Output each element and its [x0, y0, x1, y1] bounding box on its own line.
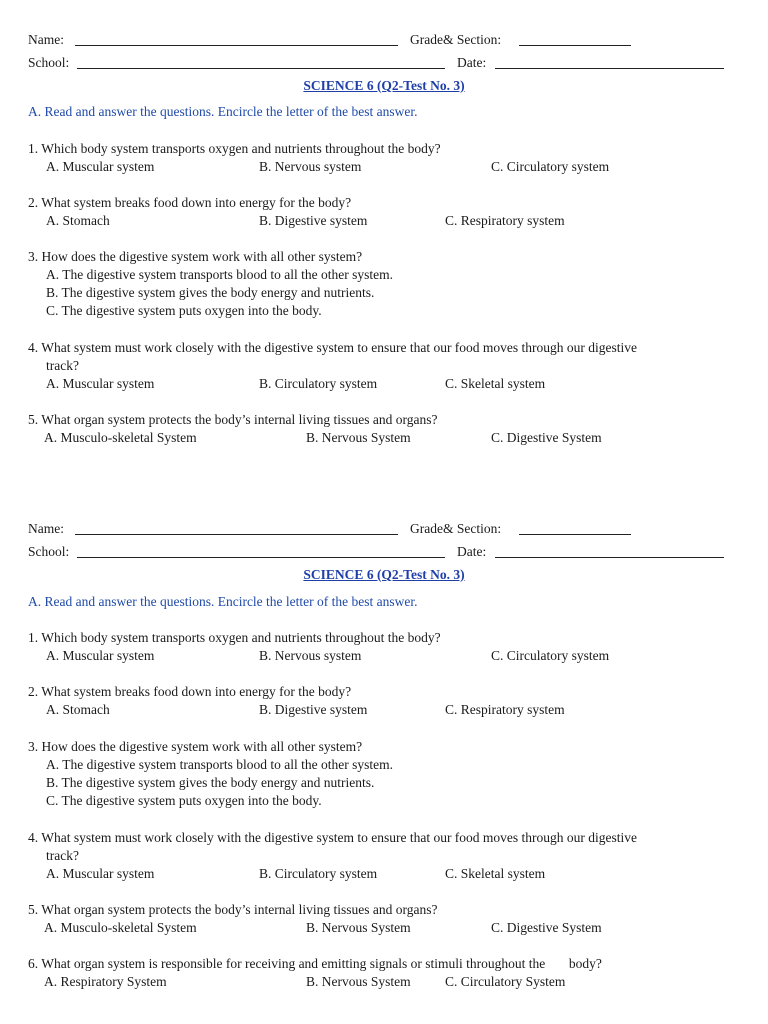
instruction-text: A. Read and answer the questions. Encircle the letter of the best answer. — [28, 594, 418, 609]
test-title: SCIENCE 6 (Q2-Test No. 3) — [303, 78, 465, 93]
grade-section-blank[interactable] — [519, 31, 631, 46]
option-1c[interactable]: C. Circulatory system — [491, 648, 610, 663]
option-5a[interactable]: A. Musculo-skeletal System — [44, 920, 197, 935]
question-6: 6. What organ system is responsible for receiving and emitting signals or stimuli throughout the body? — [28, 956, 602, 971]
option-3c[interactable]: C. The digestive system puts oxygen into the body. — [46, 303, 322, 318]
school-blank[interactable] — [77, 543, 445, 558]
option-4a[interactable]: A. Muscular system — [46, 866, 155, 881]
option-5b[interactable]: B. Nervous System — [306, 430, 411, 445]
option-2a[interactable]: A. Stomach — [46, 702, 110, 717]
option-2c[interactable]: C. Respiratory system — [445, 213, 565, 228]
school-label: School: — [28, 544, 70, 559]
name-label: Name: — [28, 521, 64, 536]
option-3a[interactable]: A. The digestive system transports blood to all the other system. — [46, 757, 393, 772]
name-blank[interactable] — [75, 31, 398, 46]
option-3a[interactable]: A. The digestive system transports blood to all the other system. — [46, 267, 393, 282]
question-1: 1. Which body system transports oxygen and nutrients throughout the body? — [28, 630, 441, 645]
name-label: Name: — [28, 32, 64, 47]
option-5a[interactable]: A. Musculo-skeletal System — [44, 430, 197, 445]
option-6c[interactable]: C. Circulatory System — [445, 974, 566, 989]
option-5b[interactable]: B. Nervous System — [306, 920, 411, 935]
question-2: 2. What system breaks food down into energy for the body? — [28, 684, 352, 699]
option-1a[interactable]: A. Muscular system — [46, 648, 155, 663]
option-3c[interactable]: C. The digestive system puts oxygen into the body. — [46, 793, 322, 808]
date-label: Date: — [457, 55, 487, 70]
grade-section-label: Grade& Section: — [410, 32, 502, 47]
question-3: 3. How does the digestive system work with all other system? — [28, 739, 363, 754]
option-2b[interactable]: B. Digestive system — [259, 213, 368, 228]
option-3b[interactable]: B. The digestive system gives the body energy and nutrients. — [46, 775, 375, 790]
option-5c[interactable]: C. Digestive System — [491, 430, 602, 445]
option-4b[interactable]: B. Circulatory system — [259, 376, 378, 391]
question-4: 4. What system must work closely with the digestive system to ensure that our food moves through our digestive — [28, 830, 638, 845]
grade-section-blank[interactable] — [519, 520, 631, 535]
date-blank[interactable] — [495, 54, 724, 69]
question-5: 5. What organ system protects the body’s internal living tissues and organs? — [28, 902, 438, 917]
option-2b[interactable]: B. Digestive system — [259, 702, 368, 717]
question-4-continued: track? — [46, 848, 79, 863]
option-3b[interactable]: B. The digestive system gives the body energy and nutrients. — [46, 285, 375, 300]
option-1b[interactable]: B. Nervous system — [259, 159, 362, 174]
date-blank[interactable] — [495, 543, 724, 558]
date-label: Date: — [457, 544, 487, 559]
question-2: 2. What system breaks food down into energy for the body? — [28, 195, 352, 210]
question-1: 1. Which body system transports oxygen and nutrients throughout the body? — [28, 141, 441, 156]
school-blank[interactable] — [77, 54, 445, 69]
question-4-continued: track? — [46, 358, 79, 373]
name-blank[interactable] — [75, 520, 398, 535]
option-1c[interactable]: C. Circulatory system — [491, 159, 610, 174]
instruction-text: A. Read and answer the questions. Encircle the letter of the best answer. — [28, 104, 418, 119]
test-title: SCIENCE 6 (Q2-Test No. 3) — [303, 567, 465, 582]
option-6a[interactable]: A. Respiratory System — [44, 974, 167, 989]
grade-section-label: Grade& Section: — [410, 521, 502, 536]
option-6b[interactable]: B. Nervous System — [306, 974, 411, 989]
school-label: School: — [28, 55, 70, 70]
option-2c[interactable]: C. Respiratory system — [445, 702, 565, 717]
option-1a[interactable]: A. Muscular system — [46, 159, 155, 174]
option-1b[interactable]: B. Nervous system — [259, 648, 362, 663]
option-4b[interactable]: B. Circulatory system — [259, 866, 378, 881]
option-4c[interactable]: C. Skeletal system — [445, 866, 546, 881]
option-4c[interactable]: C. Skeletal system — [445, 376, 546, 391]
question-3: 3. How does the digestive system work with all other system? — [28, 249, 363, 264]
option-2a[interactable]: A. Stomach — [46, 213, 110, 228]
option-4a[interactable]: A. Muscular system — [46, 376, 155, 391]
question-4: 4. What system must work closely with the digestive system to ensure that our food moves through our digestive — [28, 340, 638, 355]
option-5c[interactable]: C. Digestive System — [491, 920, 602, 935]
question-5: 5. What organ system protects the body’s internal living tissues and organs? — [28, 412, 438, 427]
